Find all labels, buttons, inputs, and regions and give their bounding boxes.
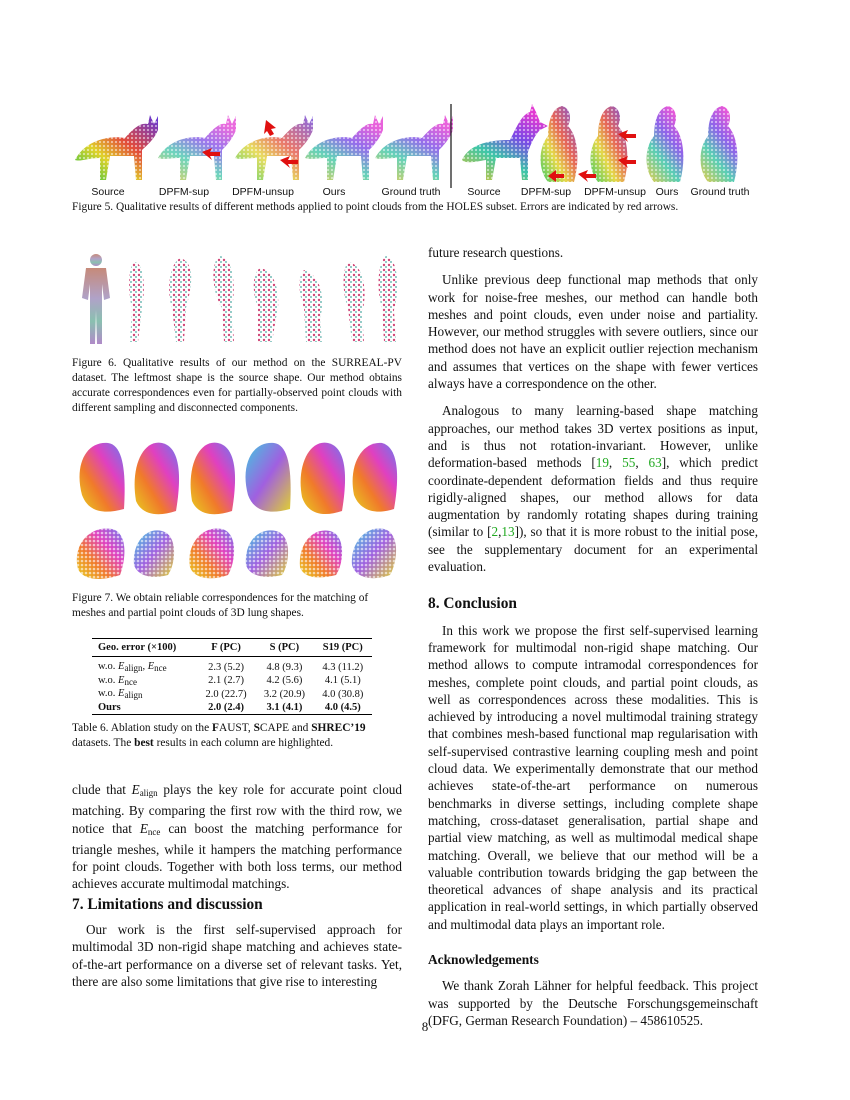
human-partial-shape (169, 258, 191, 342)
figure-5-shapes (70, 100, 760, 188)
table-cell: 3.1 (4.1) (255, 702, 313, 715)
figure-5-label: Source (467, 186, 501, 198)
cat-dpfm-unsup-shape (235, 115, 313, 180)
acknowledgements-paragraph: We thank Zorah Lähner for helpful feedback. This project was supported by the Deutsche Forschungsgemeinschaft (DFG, German Research Foundation) – 458610525. (428, 978, 758, 1028)
table-row-label: Ours (92, 702, 197, 715)
table-cell: 3.2 (20.9) (263, 688, 305, 700)
table-cell: 2.3 (5.2) (208, 661, 244, 673)
human-partial-shape (379, 256, 398, 342)
lung-mesh-shape (191, 443, 235, 515)
figure-5-label: Source (91, 186, 125, 198)
figure-6 (72, 248, 402, 348)
table-row (92, 675, 372, 689)
table-header: S (PC) (255, 639, 313, 657)
lung-mesh-shape (80, 443, 125, 512)
table-row-label: w.o. Ence (98, 674, 137, 687)
table-row (92, 688, 372, 702)
table-cell: 2.0 (22.7) (205, 688, 247, 700)
section-7-paragraph: Our work is the first self-supervised approach for multimodal 3D non-rigid shape matching and achieves state-of-the-art performance on a diverse set of relevant tasks. Yet, there are also some limitations that give rise to interesting (72, 922, 402, 989)
citation-link[interactable]: 19 (595, 455, 609, 471)
table-row-label: w.o. Ealign (98, 688, 143, 700)
table-cell: 4.8 (9.3) (266, 661, 303, 673)
section-8-heading: 8. Conclusion (428, 595, 517, 613)
citation-link[interactable]: 13 (501, 524, 515, 540)
human-partial-shape (254, 268, 279, 342)
right-column (428, 244, 758, 1029)
acknowledgements-heading: Acknowledgements (428, 951, 539, 967)
table-header: S19 (PC) (314, 639, 372, 657)
figure-5-label: Ours (655, 186, 679, 198)
figure-7-caption: Figure 7. We obtain reliable correspondences for the matching of meshes and partial point clouds of 3D lung shapes. (72, 592, 369, 619)
page-number: 8 (421, 1019, 429, 1034)
table-cell: 4.2 (5.6) (266, 675, 303, 686)
table-header-row (92, 639, 372, 657)
lung-mesh-shape (135, 443, 179, 515)
human-source-shape (82, 254, 110, 344)
figure-5 (70, 100, 760, 200)
citation-link[interactable]: 63 (648, 455, 662, 471)
figure-6-shapes (72, 248, 402, 348)
ablation-discussion-paragraph: clude that $E_{align}$ plays the key role for accurate point cloud matching. By comparing the first row with the third row, we notice that $E_{nce}$ can boost the matching performance for triangle meshes, while it hampers the matching performance for point clouds. Together with both loss terms, our method achieves accurate multimodal matchings. (72, 782, 402, 892)
figure-5-label: DPFM-sup (158, 186, 210, 198)
limitations-paragraph-2: Analogous to many learning-based shape matching approaches, our method takes 3D vertex positions as input, and is thus not rotation-invariant. However, unlike deformation-based methods [19, 55, 63], which predict coordinate-dependent deformation fields and thus require rigidly-aligned shapes, our method allows for data augmentation by randomly rotating shapes during training (similar to [2,13]), so that it is more robust to the initial pose, see the supplementary document for an experimental evaluation. (428, 403, 759, 575)
figure-5-label: Ground truth (381, 186, 441, 198)
human-partial-shape (344, 262, 365, 342)
table-row (92, 702, 372, 715)
human-partial-shape (129, 262, 144, 342)
lung-mesh-shape (246, 443, 291, 512)
table-cell: 4.0 (4.5) (314, 702, 372, 715)
table-cell: 4.0 (30.8) (322, 688, 364, 700)
lung-point-cloud-row (77, 528, 396, 579)
figure-5-label: DPFM-sup (520, 186, 572, 198)
table-cell: 4.3 (11.2) (322, 661, 364, 673)
red-arrow-icon (264, 120, 276, 136)
human-partial-shape (213, 256, 234, 342)
table-row-label: w.o. Ealign, Ence (98, 661, 167, 673)
citation-link[interactable]: 2 (491, 524, 499, 540)
cat-ground-truth-shape (375, 115, 453, 180)
citation-link[interactable]: 55 (622, 455, 636, 471)
figure-5-label: Ours (322, 186, 346, 198)
lung-mesh-shape (353, 443, 398, 512)
dog-source-shape (462, 104, 548, 180)
table-header: F (PC) (197, 639, 255, 657)
dog-dpfm-unsup-shape (591, 106, 628, 182)
table-cell: 2.1 (2.7) (208, 675, 244, 686)
conclusion-paragraph: In this work we propose the first self-supervised learning framework for multimodal non-rigid shape matching. Our method allows to compute intramodal correspondences for meshes, complete point clouds, and partial point clouds, as well as correspondences across these modalities. This is achieved by introducing a novel multimodal training strategy that combines mesh-based functional map regularisation with self-supervised contrastive learning coupling mesh and point cloud data. We experimentally demonstrate that our method achieves state-of-the-art performance on numerous benchmarks in diverse settings, including complete shape matching, cross-dataset generalisation, partial shape and partial view matching, as well as multimodal medical shape matching. Overall, we believe that our method will be a valuable contribution towards bridging the gap between the theoretical advances of shape analysis and its practical application in real-world settings, in which partially observed and multimodal data plays an important role. (428, 622, 758, 932)
figure-5-label: DPFM-unsup (232, 186, 294, 198)
table-header: Geo. error (×100) (92, 639, 197, 657)
human-partial-shape (300, 270, 323, 342)
figure-5-label: Ground truth (690, 186, 750, 198)
table-cell: 2.0 (2.4) (197, 702, 255, 715)
lung-mesh-row (80, 443, 398, 515)
figure-5-caption: Figure 5. Qualitative results of different methods applied to point clouds from the HOLES subset. Errors are indicated by red arrows. (72, 201, 679, 213)
lung-mesh-shape (301, 443, 345, 514)
figure-7-shapes (72, 435, 402, 585)
continuation-paragraph: future research questions. (428, 245, 564, 260)
table-6-caption: Table 6. Ablation study on the FAUST, SCAPE and SHREC’19 datasets. The best results in each column are highlighted. (72, 722, 366, 749)
dog-dpfm-sup-shape (541, 106, 578, 182)
table-row (92, 657, 372, 675)
figure-7 (72, 435, 402, 585)
cat-dpfm-sup-shape (158, 115, 236, 180)
dog-ground-truth-shape (701, 106, 738, 182)
cat-source-shape (75, 115, 158, 180)
limitations-paragraph-1: Unlike previous deep functional map methods that only work for noise-free meshes, our method can handle both meshes and point clouds, even under noise and partiality. However, our method struggles with severe outliers, since our method does not have an explicit outlier rejection mechanism and assumes that vertices on the shape with fewer vertices always have a correspondence on the other. (428, 272, 758, 392)
dog-ours-shape (647, 106, 684, 182)
cat-ours-shape (305, 115, 383, 180)
section-7-heading: 7. Limitations and discussion (72, 896, 263, 913)
table-cell: 4.1 (5.1) (324, 675, 361, 686)
figure-5-label: DPFM-unsup (584, 186, 646, 198)
figure-6-caption: Figure 6. Qualitative results of our method on the SURREAL-PV dataset. The leftmost shape is the source shape. Our method obtains accurate correspondences even for partially-observed point clouds with different sampling and disconnected components. (72, 357, 402, 414)
ablation-table (92, 638, 372, 715)
